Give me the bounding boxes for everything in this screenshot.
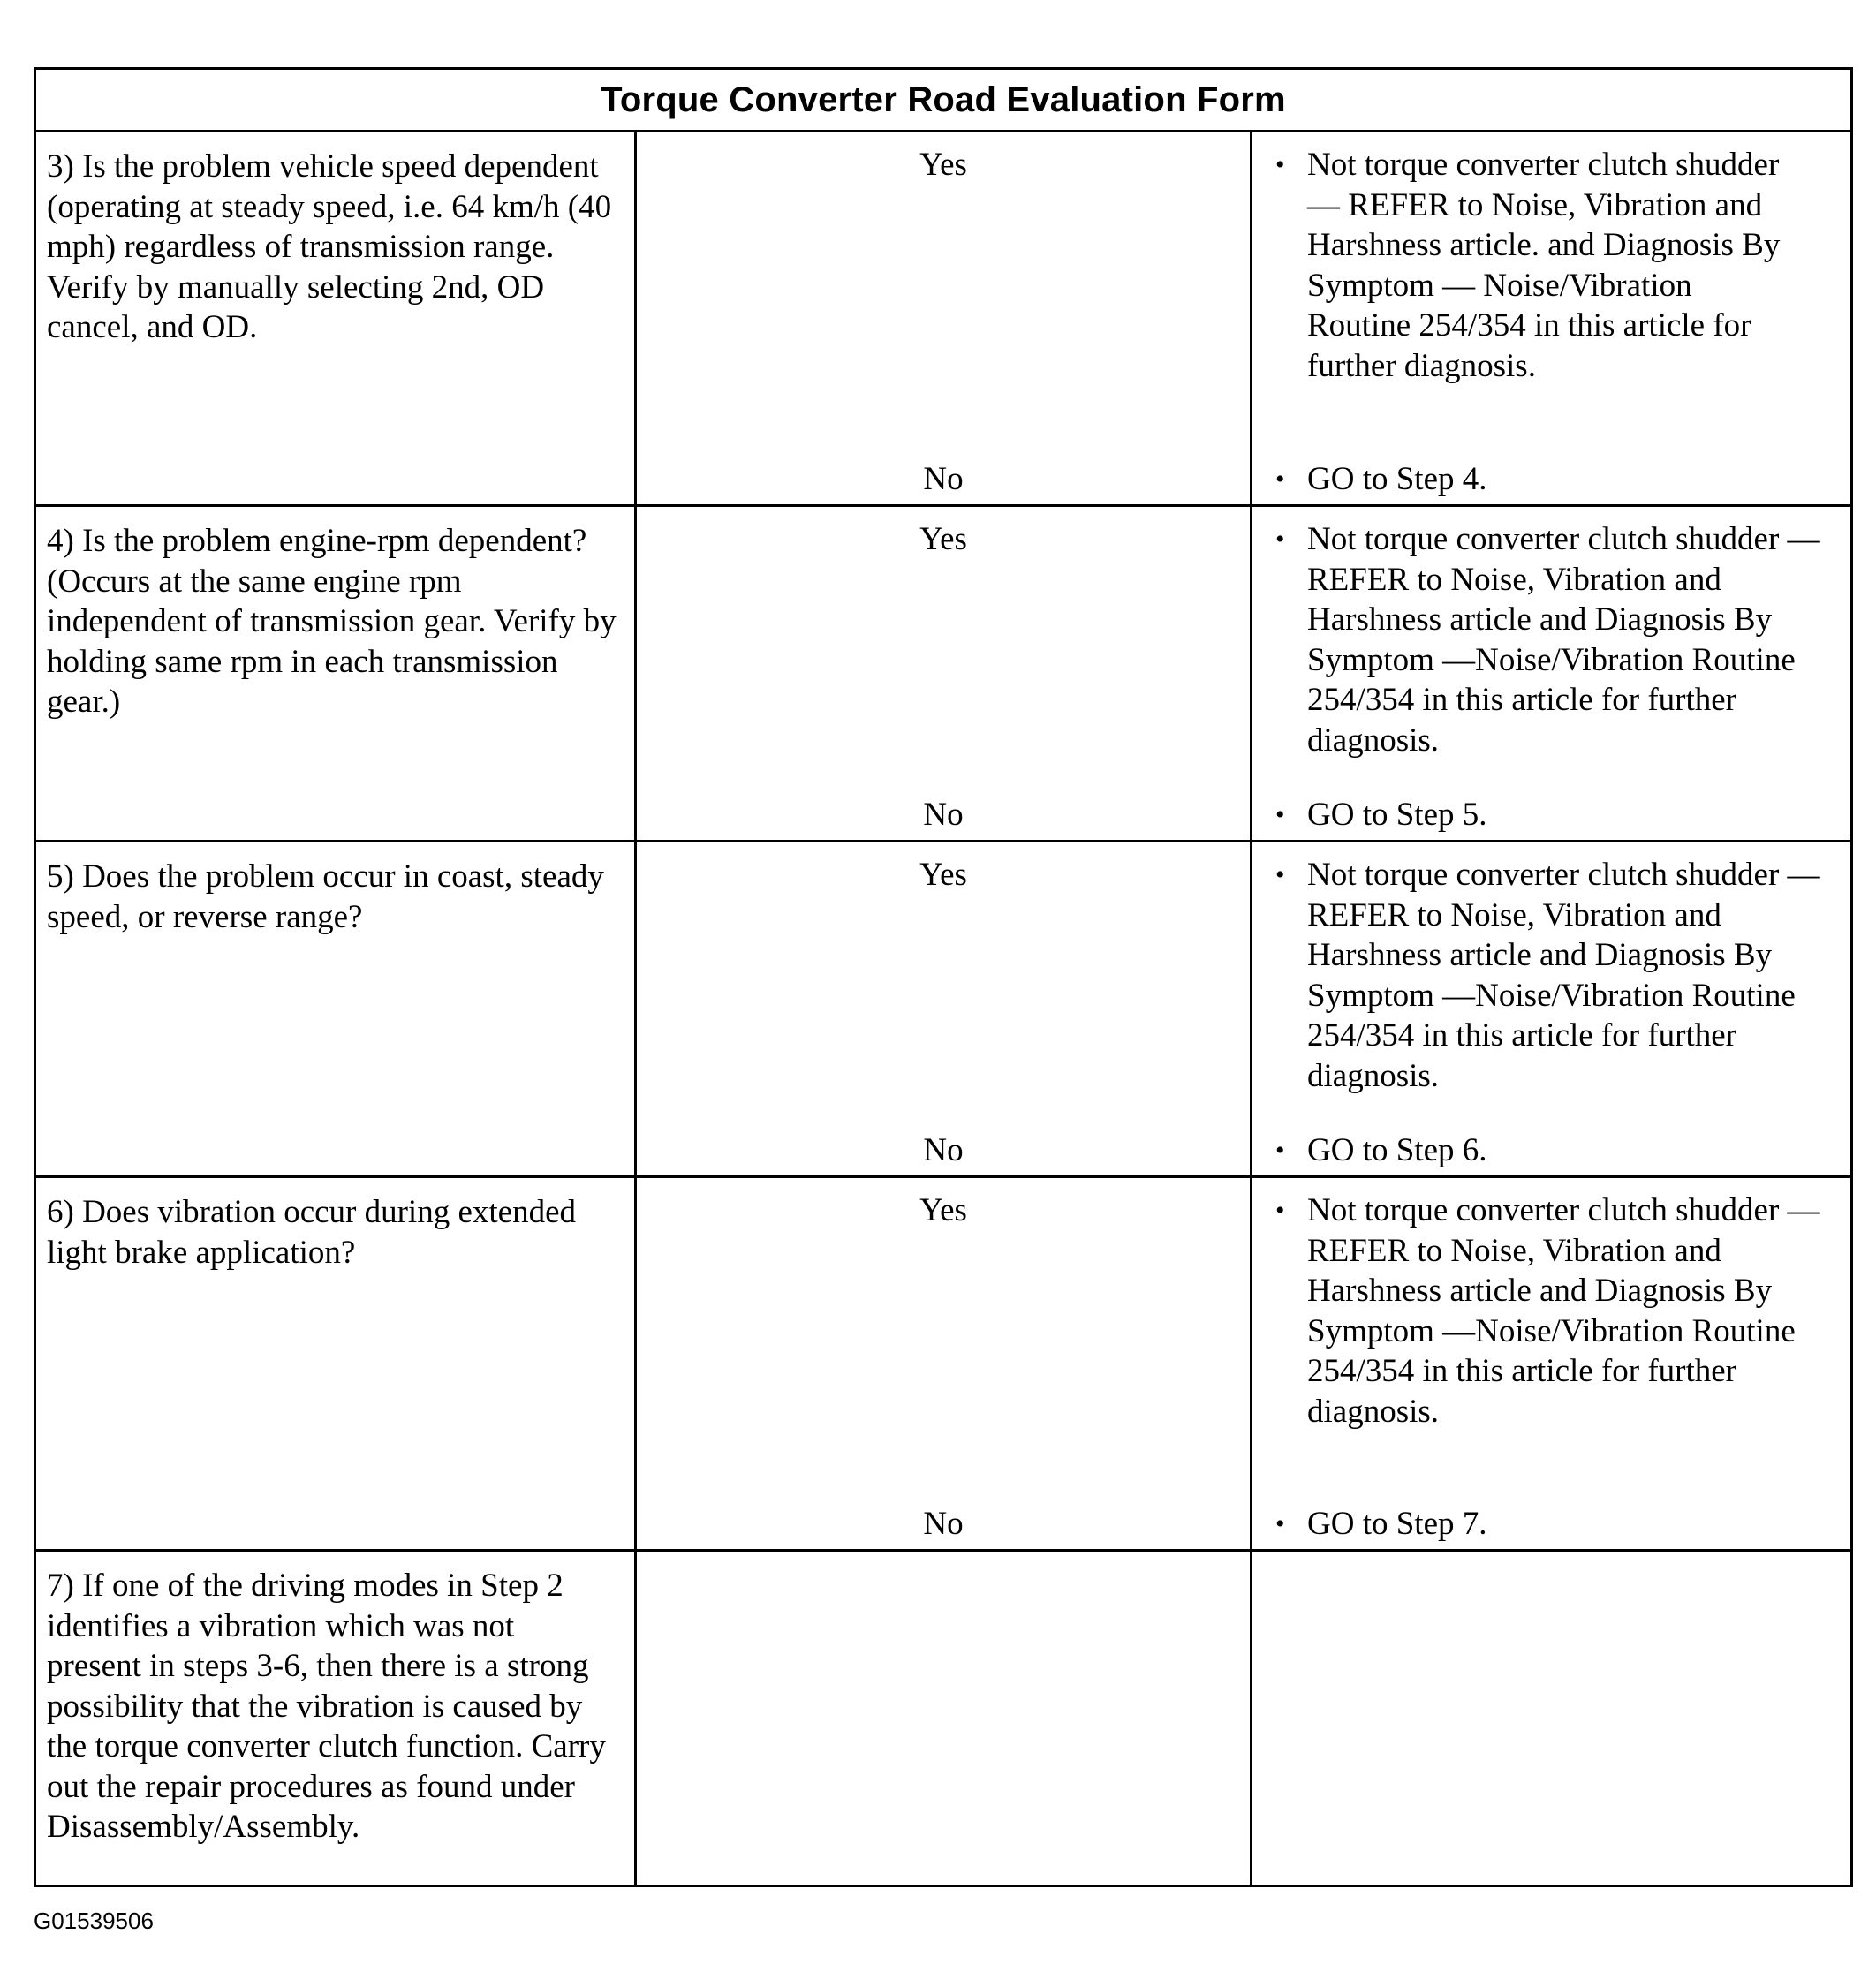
table-row <box>35 1551 1852 1886</box>
no-label: No <box>923 1506 964 1542</box>
question-cell: 4) Is the problem engine-rpm dependent? (Occurs at the same engine rpm independent of transmission gear. Verify by holding same rpm in each transmission gear.) <box>35 506 636 842</box>
form-title: Torque Converter Road Evaluation Form <box>35 69 1852 132</box>
answer-cell <box>636 1177 1252 1551</box>
table-row <box>35 506 1852 842</box>
result-cell <box>1252 506 1852 842</box>
yes-action-text: Not torque converter clutch shudder — REFER to Noise, Vibration and Harshness article and Diagnosis By Symptom —Noise/Vibration Routine 254/354 in this article for further diagnosis. <box>1307 857 1820 1094</box>
yes-action <box>1275 145 1847 386</box>
question-cell: 5) Does the problem occur in coast, steady speed, or reverse range? <box>35 842 636 1177</box>
answer-cell <box>636 132 1252 506</box>
bullet-icon: • <box>1275 1135 1285 1165</box>
yes-action <box>1275 519 1847 760</box>
no-label: No <box>923 461 964 497</box>
yes-label: Yes <box>919 857 967 893</box>
result-cell <box>1252 842 1852 1177</box>
yes-action <box>1275 855 1847 1096</box>
no-action-text: GO to Step 4. <box>1307 460 1487 497</box>
yes-label: Yes <box>919 521 967 557</box>
no-action-text: GO to Step 7. <box>1307 1505 1487 1542</box>
table-row <box>35 132 1852 506</box>
yes-action <box>1275 1190 1847 1432</box>
result-cell <box>1252 132 1852 506</box>
no-action-text: GO to Step 5. <box>1307 796 1487 833</box>
question-cell: 7) If one of the driving modes in Step 2 identifies a vibration which was not present in steps 3-6, then there is a strong possibility that the vibration is caused by the torque converter clutch function. Carry out the repair procedures as found under Disassembly/Assembly. <box>35 1551 636 1886</box>
bullet-icon: • <box>1275 799 1285 829</box>
table-row <box>35 842 1852 1177</box>
yes-action-text: Not torque converter clutch shudder— REFER to Noise, Vibration and Harshness article. and Diagnosis By Symptom — Noise/Vibration Routine 254/354 in this article for further diagnosis. <box>1307 147 1781 384</box>
yes-label: Yes <box>919 147 967 183</box>
evaluation-form-table <box>34 67 1853 1887</box>
figure-id: G01539506 <box>34 1908 154 1934</box>
bullet-icon: • <box>1275 1196 1285 1225</box>
table-row <box>35 1177 1852 1551</box>
question-cell: 6) Does vibration occur during extended light brake application? <box>35 1177 636 1551</box>
bullet-icon: • <box>1275 1508 1285 1538</box>
result-cell <box>1252 1551 1852 1886</box>
bullet-icon: • <box>1275 464 1285 494</box>
bullet-icon: • <box>1275 860 1285 889</box>
bullet-icon: • <box>1275 150 1285 179</box>
yes-action-text: Not torque converter clutch shudder — REFER to Noise, Vibration and Harshness article and Diagnosis By Symptom —Noise/Vibration Routine 254/354 in this article for further diagnosis. <box>1307 521 1820 759</box>
no-action <box>1275 795 1847 835</box>
question-cell: 3) Is the problem vehicle speed dependent (operating at steady speed, i.e. 64 km/h (40 mph) regardless of transmission range. Verify by manually selecting 2nd, OD cancel, and OD. <box>35 132 636 506</box>
bullet-icon: • <box>1275 525 1285 554</box>
answer-cell <box>636 1551 1252 1886</box>
no-action-text: GO to Step 6. <box>1307 1131 1487 1168</box>
no-label: No <box>923 1132 964 1168</box>
no-label: No <box>923 797 964 833</box>
no-action <box>1275 1130 1847 1171</box>
no-action <box>1275 1504 1847 1545</box>
answer-cell <box>636 506 1252 842</box>
no-action <box>1275 459 1847 500</box>
result-cell <box>1252 1177 1852 1551</box>
yes-action-text: Not torque converter clutch shudder — REFER to Noise, Vibration and Harshness article and Diagnosis By Symptom —Noise/Vibration Routine 254/354 in this article for further diagnosis. <box>1307 1192 1820 1430</box>
answer-cell <box>636 842 1252 1177</box>
yes-label: Yes <box>919 1192 967 1228</box>
